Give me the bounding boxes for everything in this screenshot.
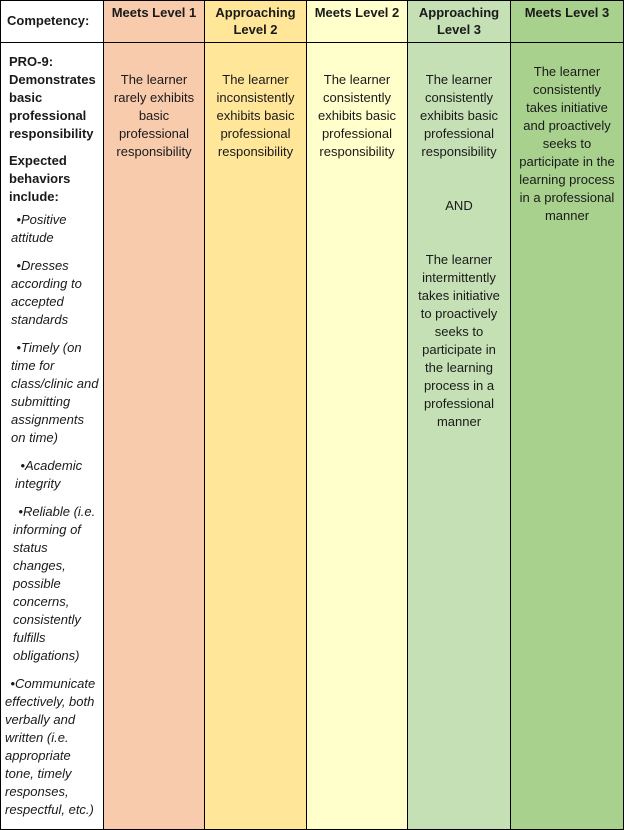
behavior-text: Academic integrity [15, 458, 83, 491]
behavior-text: Dresses according to accepted standards [11, 258, 82, 327]
competency-title: PRO-9: Demonstrates basic professional responsibility [9, 54, 96, 141]
bullet-icon: • [16, 258, 21, 273]
behavior-item [3, 257, 99, 329]
approaching-level-2-cell [205, 43, 307, 830]
bullet-icon: • [16, 212, 21, 227]
behavior-item [3, 503, 99, 665]
meets-level-2-cell [307, 43, 408, 830]
approaching-level-2-description: The learner inconsistently exhibits basic professional responsibility [216, 72, 295, 159]
header-row [1, 1, 624, 43]
behavior-item [3, 675, 99, 819]
approaching-level-3-and: AND [445, 198, 473, 213]
header-approaching-level-3: Approaching Level 3 [408, 1, 511, 43]
competency-row [1, 43, 624, 830]
bullet-icon: • [10, 676, 15, 691]
competency-cell [1, 43, 104, 830]
approaching-level-3-part-1: The learner consistently exhibits basic professional responsibility [419, 72, 499, 159]
behavior-item [3, 211, 99, 247]
header-approaching-level-2: Approaching Level 2 [205, 1, 307, 43]
header-competency: Competency: [1, 1, 104, 43]
expected-behaviors-heading: Expected behaviors include: [9, 153, 71, 204]
meets-level-1-cell [104, 43, 205, 830]
meets-level-1-description: The learner rarely exhibits basic professional responsibility [113, 72, 195, 159]
approaching-level-3-cell [408, 43, 511, 830]
behavior-text: Communicate effectively, both verbally and written (i.e. appropriate tone, timely responses, respectful, etc.) [5, 676, 96, 817]
behavior-item [3, 457, 99, 493]
bullet-icon: • [20, 458, 25, 473]
approaching-level-3-part-2: The learner intermittently takes initiative to proactively seeks to participate in the learning process in a professional manner [418, 252, 500, 429]
header-meets-level-2: Meets Level 2 [307, 1, 408, 43]
header-meets-level-3: Meets Level 3 [511, 1, 624, 43]
meets-level-3-cell [511, 43, 624, 830]
header-meets-level-1: Meets Level 1 [104, 1, 205, 43]
behavior-text: Positive attitude [11, 212, 67, 245]
behavior-text: Timely (on time for class/clinic and submitting assignments on time) [11, 340, 99, 445]
behavior-item [3, 339, 99, 447]
approaching-level-3-description [408, 43, 510, 431]
bullet-icon: • [16, 340, 21, 355]
bullet-icon: • [18, 504, 23, 519]
meets-level-3-description: The learner consistently takes initiative and proactively seeks to participate in the learning process in a professional manner [519, 64, 615, 223]
meets-level-2-description: The learner consistently exhibits basic professional responsibility [317, 72, 397, 159]
behavior-text: Reliable (i.e. informing of status changes, possible concerns, consistently fulfills obligations) [13, 504, 96, 663]
